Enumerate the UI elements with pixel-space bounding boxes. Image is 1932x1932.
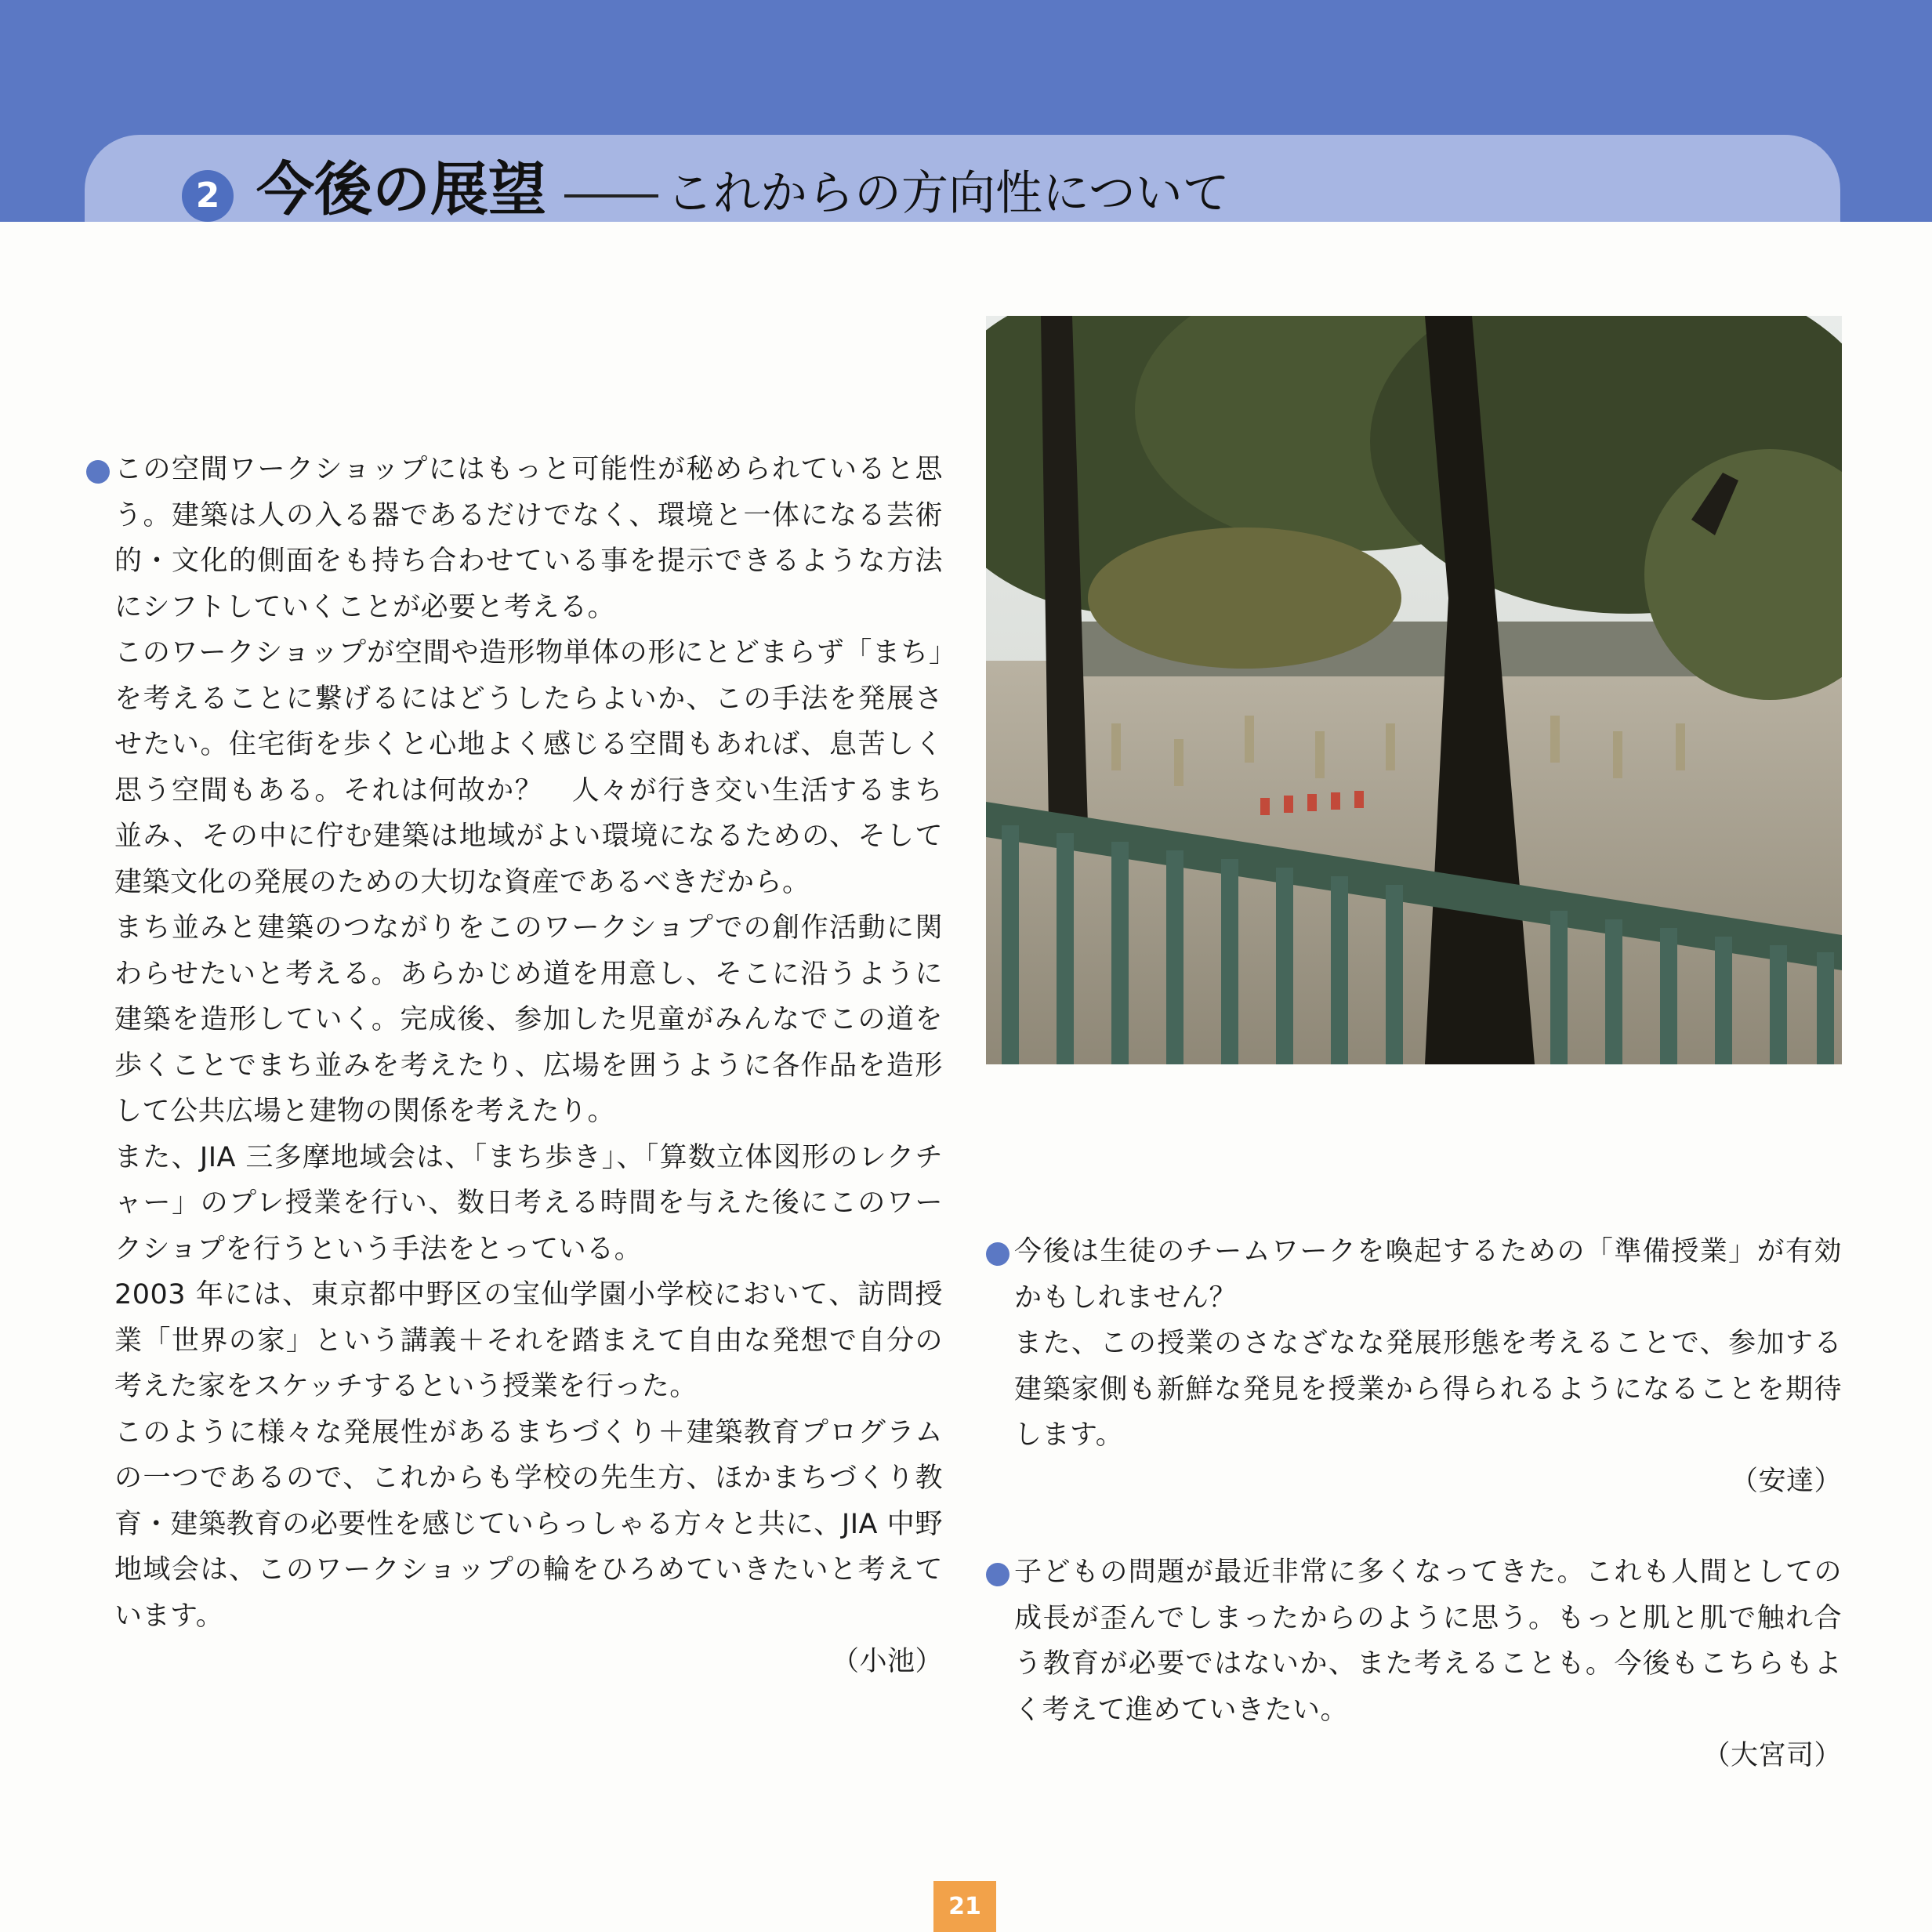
bullet-icon — [986, 1242, 1009, 1266]
schoolyard-photo-icon — [986, 316, 1842, 1064]
right-paragraph-2: また、この授業のさなざなな発展形態を考えることで、参加する建築家側も新鮮な発見を授業から得られるようになることを期待します。 — [1014, 1328, 1842, 1451]
right-column — [984, 1229, 1842, 1779]
schoolyard-photo — [986, 316, 1842, 1064]
right-credit-2-wrap — [984, 1733, 1842, 1779]
left-paragraph-2: このワークショップが空間や造形物単体の形にとどまらず「まち」を考えることに繋げるにはどうしたらよいか、この手法を発展させたい。住宅街を歩くと心地よく感じる空間もあれば、息苦しく思う空間もある。それは何故か？ 人々が行き交い生活するまち並み、その中に佇む建築は地域がよい環境になるための、そして建築文化の発展のための大切な資産であるべきだから。 — [114, 637, 943, 898]
left-column — [85, 447, 943, 1685]
left-credit-wrap — [85, 1639, 943, 1685]
section-subtitle: これからの方向性について — [666, 166, 1230, 221]
bullet-icon — [86, 460, 110, 484]
right-paragraph-1: 今後は生徒のチームワークを喚起するための「準備授業」が有効かもしれません？ — [984, 1229, 1842, 1321]
left-paragraph-4: また、JIA 三多摩地域会は、「まち歩き」、「算数立体図形のレクチャー」のプレ授業を行い、数日考える時間を与えた後にこのワークショプを行うという手法をとっている。 — [114, 1141, 943, 1265]
left-paragraph-5: 2003 年には、東京都中野区の宝仙学園小学校において、訪問授業「世界の家」という講義＋それを踏まえて自由な発想で自分の考えた家をスケッチするという授業を行った。 — [114, 1279, 943, 1402]
title-dash — [564, 194, 658, 198]
section-title: 今後の展望 — [256, 156, 546, 223]
block-gap — [984, 1504, 1842, 1550]
left-paragraph-1: この空間ワークショップにはもっと可能性が秘められていると思う。建築は人の入る器であるだけでなく、環境と一体になる芸術的・文化的側面をも持ち合わせている事を提示できるような方法にシフトしていくことが必要と考える。 — [85, 447, 943, 630]
left-paragraph-3: まち並みと建築のつながりをこのワークショプでの創作活動に関わらせたいと考える。あらかじめ道を用意し、そこに沿うように建築を造形していく。完成後、参加した児童がみんなでこの道を歩くことでまち並みを考えたり、広場を囲うように各作品を造形して公共広場と建物の関係を考えたり。 — [114, 912, 943, 1127]
page-number: 21 — [933, 1881, 996, 1932]
right-paragraph-3: 子どもの問題が最近非常に多くなってきた。これも人間としての成長が歪んでしまったからのように思う。もっと肌と肌で触れ合う教育が必要ではないか、また考えることも。今後もこちらもよく考えて進めていきたい。 — [984, 1550, 1842, 1733]
left-paragraph-6: このように様々な発展性があるまちづくり＋建築教育プログラムの一つであるので、これからも学校の先生方、ほかまちづくり教育・建築教育の必要性を感じていらっしゃる方々と共に、JIA 中野地域会は、このワークショップの輪をひろめていきたいと考えています。 — [114, 1416, 943, 1632]
right-credit-2: （大宮司） — [1702, 1740, 1842, 1771]
left-credit: （小池） — [831, 1646, 943, 1677]
right-credit-1: （安達） — [1730, 1465, 1842, 1497]
bullet-icon — [986, 1563, 1009, 1586]
right-credit-1-wrap — [984, 1459, 1842, 1505]
section-number-badge: 2 — [182, 170, 234, 222]
